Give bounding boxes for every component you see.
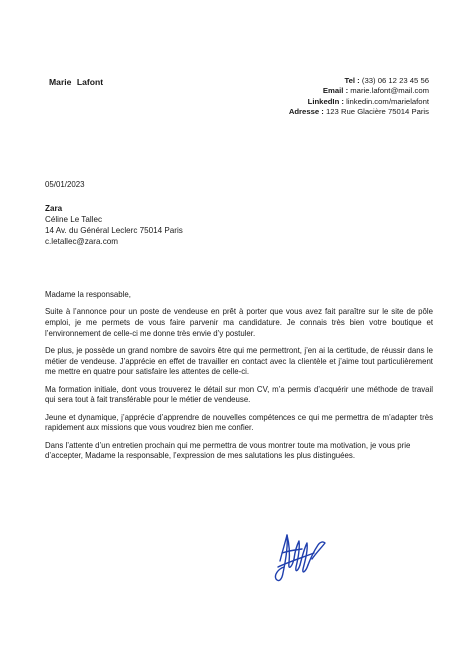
linkedin-value: linkedin.com/marielafont <box>343 96 429 106</box>
contact-linkedin <box>289 97 429 107</box>
letter-date: 05/01/2023 <box>45 180 85 189</box>
recipient-name: Céline Le Tallec <box>45 215 102 224</box>
recipient-address: 14 Av. du Général Leclerc 75014 Paris <box>45 226 183 235</box>
paragraph-skills: De plus, je possède un grand nombre de savoirs être qui me permettront, j’en ai la certitude, de réussir dans le métier de vendeuse. J’apprécie en effet de travailler en contact avec la clientèle et j’aime tout particulièrement me mettre en quatre pour satisfaire les attentes de celle-ci. <box>45 345 433 377</box>
paragraph-training: Ma formation initiale, dont vous trouverez le détail sur mon CV, m’a permis d’acquérir une méthode de travail qui sera tout à fait transférable pour le métier de vendeuse. <box>45 384 433 405</box>
email-label: Email : <box>322 86 349 96</box>
contact-email <box>289 86 429 96</box>
paragraph-motivation: Jeune et dynamique, j’apprécie d’apprendre de nouvelles compétences ce qui me permettra de m’adapter très rapidement aux missions que vous voudrez bien me confier. <box>45 412 433 433</box>
contact-phone <box>289 76 429 86</box>
address-value: 123 Rue Glacière 75014 Paris <box>323 106 429 116</box>
contact-block <box>289 76 429 117</box>
paragraph-intro: Suite à l’annonce pour un poste de vendeuse en prêt à porter que vous avez fait paraître sur le site de pôle emploi, je me permets de vous faire parvenir ma candidature. Je connais très bien votre boutique et l’environnement de celle-ci me donne très envie d’y postuler. <box>45 307 433 338</box>
salutation: Madame la responsable, <box>45 290 131 299</box>
recipient-block <box>45 203 183 247</box>
handwritten-signature-icon <box>270 523 330 587</box>
recipient-company: Zara <box>45 204 63 213</box>
address-label: Adresse : <box>288 106 324 116</box>
linkedin-label: LinkedIn : <box>307 96 344 106</box>
letter-body <box>45 290 433 469</box>
phone-value: (33) 06 12 23 45 56 <box>359 76 429 85</box>
email-value: marie.lafont@mail.com <box>348 86 429 96</box>
recipient-email: c.letallec@zara.com <box>45 237 118 246</box>
contact-address <box>289 107 429 117</box>
paragraph-closing: Dans l’attente d’un entretien prochain qui me permettra de vous montrer toute ma motivation, je vous prie d’accepter, Madame la responsable, l’expression de mes salutations les plus distinguées. <box>45 440 411 461</box>
phone-label: Tel : <box>344 76 360 85</box>
sender-name: Marie Lafont <box>49 77 104 87</box>
